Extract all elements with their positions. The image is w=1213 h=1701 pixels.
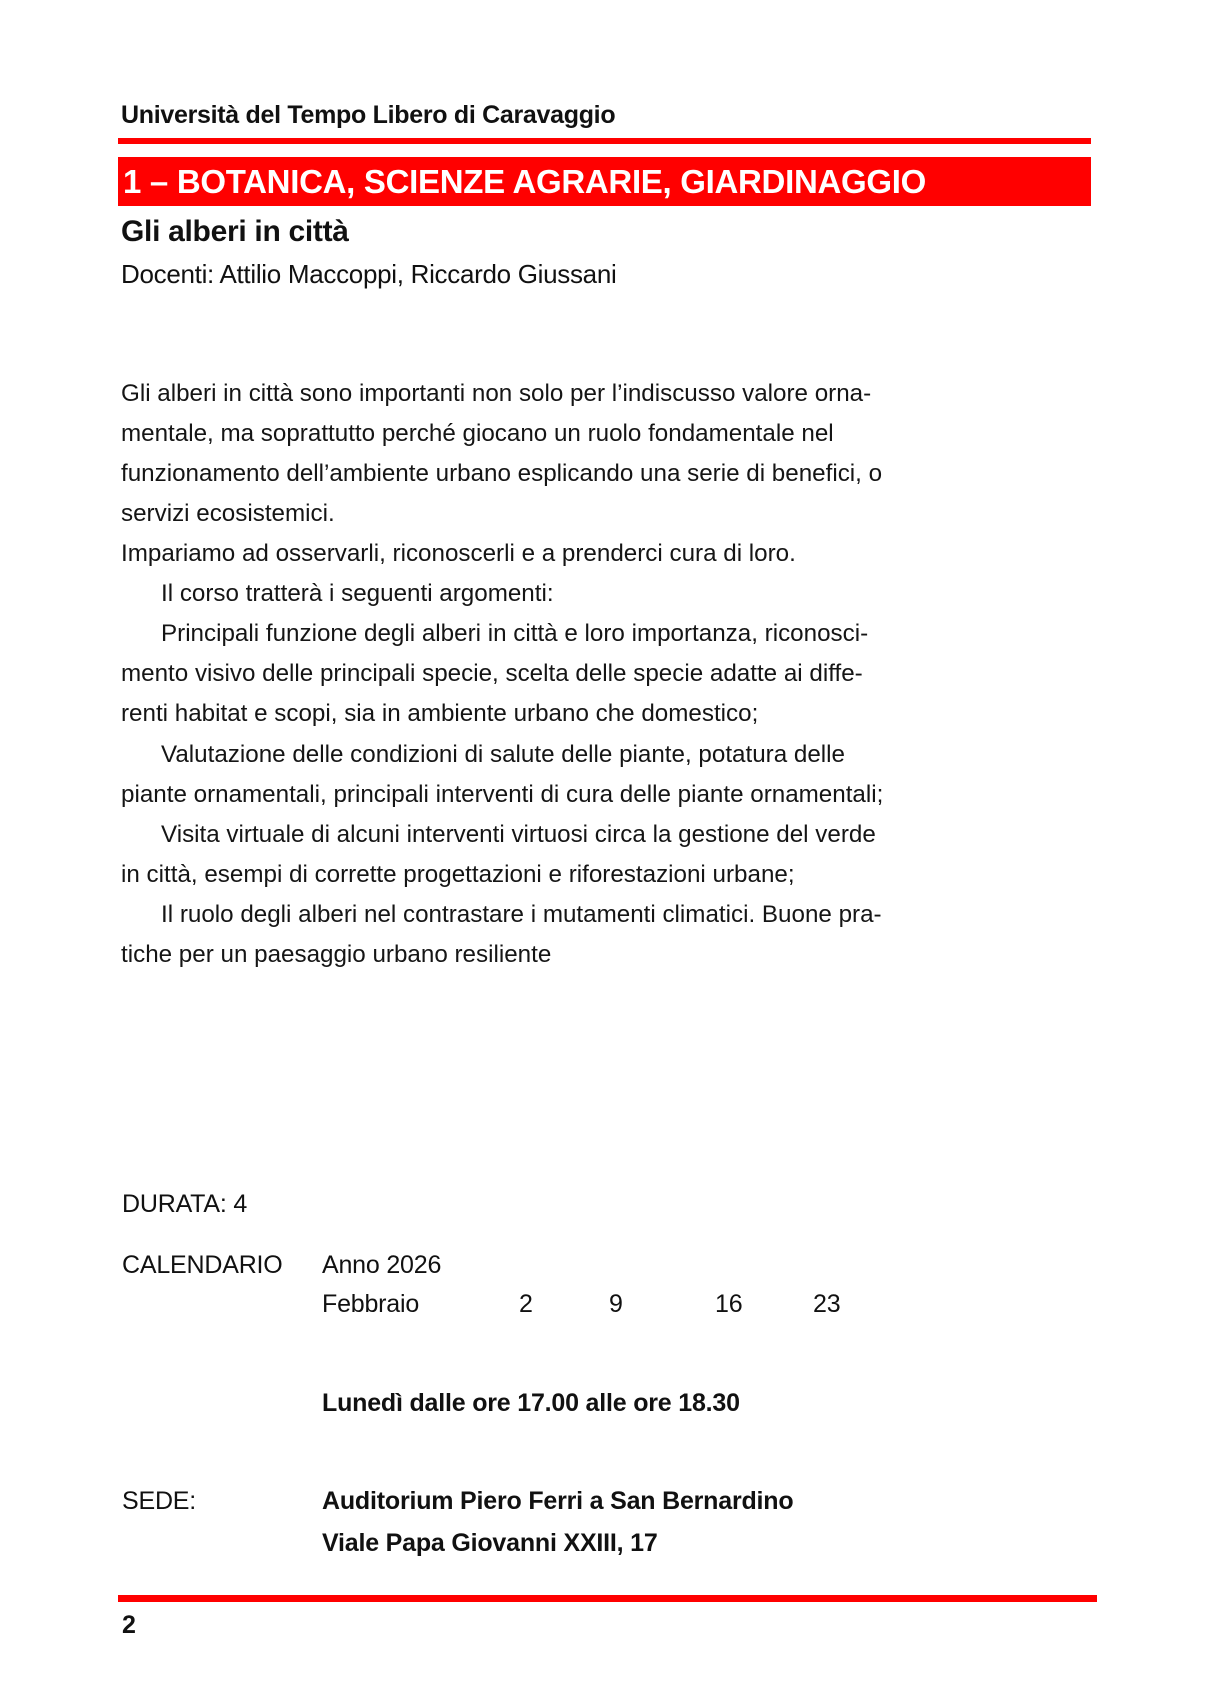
- section-title: 1 – BOTANICA, SCIENZE AGRARIE, GIARDINAGGIO: [123, 163, 926, 200]
- description-line: tiche per un paesaggio urbano resiliente: [121, 941, 552, 968]
- description-line: funzionamento dell’ambiente urbano esplicando una serie di benefici, o: [121, 460, 883, 487]
- calendar-day: 9: [609, 1290, 623, 1318]
- schedule-time: Lunedì dalle ore 17.00 alle ore 18.30: [322, 1389, 740, 1417]
- description-line: renti habitat e scopi, sia in ambiente urbano che domestico;: [121, 700, 759, 727]
- description-line: piante ornamentali, principali interventi di cura delle piante ornamentali;: [121, 781, 884, 808]
- top-divider-rule: [118, 138, 1091, 144]
- description-line: in città, esempi di corrette progettazioni e riforestazioni urbane;: [121, 861, 795, 888]
- description-line: mentale, ma soprattutto perché giocano un ruolo fondamentale nel: [121, 420, 834, 447]
- calendar-day: 2: [519, 1290, 533, 1318]
- description-line: mento visivo delle principali specie, scelta delle specie adatte ai diffe-: [121, 660, 863, 687]
- description-line: Valutazione delle condizioni di salute delle piante, potatura delle: [161, 741, 845, 768]
- calendar-year: Anno 2026: [322, 1251, 442, 1279]
- description-line: Visita virtuale di alcuni interventi virtuosi circa la gestione del verde: [161, 821, 876, 848]
- calendar-day: 16: [715, 1290, 743, 1318]
- running-header: Università del Tempo Libero di Caravaggio: [121, 101, 616, 129]
- calendar-label: CALENDARIO: [122, 1251, 283, 1279]
- venue-address: Viale Papa Giovanni XXIII, 17: [322, 1529, 658, 1557]
- calendar-month: Febbraio: [322, 1290, 420, 1318]
- description-line: Il ruolo degli alberi nel contrastare i mutamenti climatici. Buone pra-: [161, 901, 882, 928]
- course-title: Gli alberi in città: [121, 215, 349, 248]
- description-line: Il corso tratterà i seguenti argomenti:: [161, 580, 554, 607]
- course-teachers: Docenti: Attilio Maccoppi, Riccardo Giussani: [121, 259, 617, 289]
- venue-name: Auditorium Piero Ferri a San Bernardino: [322, 1487, 794, 1515]
- description-line: Gli alberi in città sono importanti non solo per l’indiscusso valore orna-: [121, 380, 872, 407]
- description-line: servizi ecosistemici.: [121, 500, 335, 527]
- venue-label: SEDE:: [122, 1487, 197, 1515]
- duration: DURATA: 4: [122, 1190, 248, 1218]
- calendar-day: 23: [813, 1290, 841, 1318]
- bottom-divider-rule: [118, 1595, 1097, 1602]
- description-line: Principali funzione degli alberi in città e loro importanza, riconosci-: [161, 620, 869, 647]
- page-number: 2: [122, 1611, 136, 1639]
- description-line: Impariamo ad osservarli, riconoscerli e a prenderci cura di loro.: [121, 540, 796, 567]
